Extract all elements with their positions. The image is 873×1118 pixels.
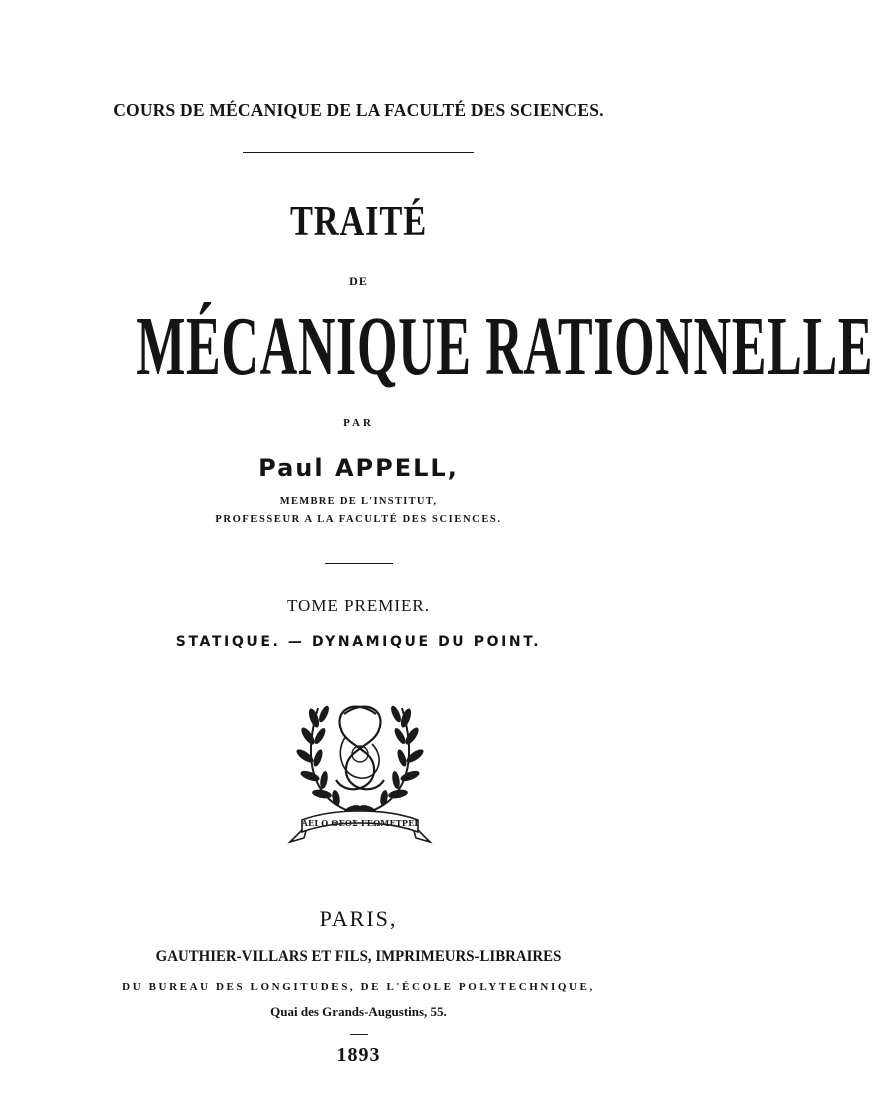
title-line-traite: TRAITÉ	[290, 199, 427, 245]
author-name: Paul APPELL,	[258, 454, 459, 482]
main-title: MÉCANIQUE RATIONNELLE	[136, 300, 873, 393]
top-divider	[243, 152, 474, 153]
volume-label: TOME PREMIER.	[286, 596, 431, 615]
imprint-address: Quai des Grands-Augustins, 55.	[270, 1004, 447, 1019]
emblem-motto: ΑΕΙ Ο ΘΕΟΣ ΓΕΩΜΕΤΡΕΙ	[301, 818, 419, 828]
author-role-professor: PROFESSEUR A LA FACULTÉ DES SCIENCES.	[215, 514, 502, 525]
middle-divider	[325, 563, 393, 564]
imprint-city: PARIS,	[319, 906, 398, 931]
imprint-publisher: GAUTHIER-VILLARS ET FILS, IMPRIMEURS-LIBRAIRES	[155, 948, 562, 965]
title-line-de: DE	[349, 274, 368, 288]
author-role-institute: MEMBRE DE L'INSTITUT,	[279, 496, 438, 507]
volume-subject: STATIQUE. — DYNAMIQUE DU POINT.	[175, 634, 542, 650]
publisher-laurel-monogram-icon	[284, 692, 436, 850]
series-heading: COURS DE MÉCANIQUE DE LA FACULTÉ DES SCIENCES.	[113, 100, 604, 120]
imprint-bureau: DU BUREAU DES LONGITUDES, DE L'ÉCOLE POLYTECHNIQUE,	[122, 981, 595, 993]
by-label: PAR	[343, 417, 374, 429]
imprint-year: 1893	[336, 1044, 381, 1066]
year-divider	[350, 1034, 368, 1035]
